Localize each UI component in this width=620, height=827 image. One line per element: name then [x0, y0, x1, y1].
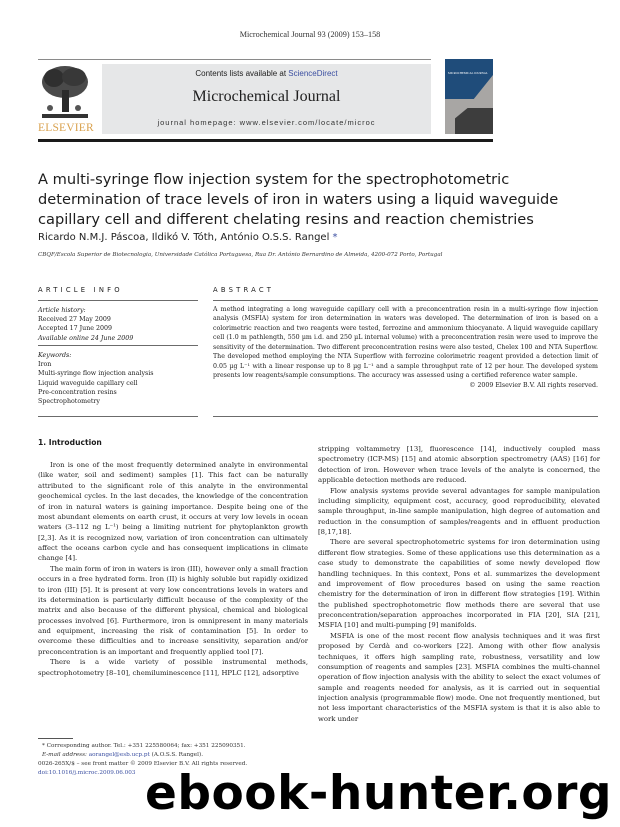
keyword-item: Spectrophotometry: [38, 398, 100, 406]
history-label: Article history:: [38, 307, 86, 314]
affiliation: CBQF/Escola Superior de Biotecnologia, Universidade Católica Portuguesa, Rua Dr. António Bernardino de Almeida, 4200-072 Porto, Portugal: [38, 252, 443, 258]
contents-line: [102, 69, 431, 78]
email-link[interactable]: aorangel@esb.ucp.pt: [88, 751, 150, 758]
keyword-item: Pre-concentration resins: [38, 388, 117, 396]
cover-dark-panel: [455, 108, 493, 134]
elsevier-tree-icon: [40, 64, 90, 118]
sciencedirect-link[interactable]: ScienceDirect: [288, 69, 338, 78]
history-online: Available online 24 June 2009: [38, 334, 134, 342]
history-received: Received 27 May 2009: [38, 316, 111, 324]
email-suffix: (A.O.S.S. Rangel).: [149, 751, 204, 758]
contents-prefix: Contents lists available at: [195, 69, 289, 78]
article-info-rule: [38, 300, 198, 301]
elsevier-wordmark: ELSEVIER: [38, 122, 94, 134]
journal-title: Microchemical Journal: [192, 88, 341, 105]
footnote-rule: [38, 738, 73, 739]
cover-title: MICROCHEMICAL JOURNAL: [448, 71, 488, 75]
keyword-item: Iron: [38, 361, 52, 369]
paragraph: Iron is one of the most frequently determined analyte in environmental (like water, soil and sediment) samples [1]. This fact can be naturally attributed to the significant role of this analyte in the environmental geochemical cycles. In the last decades, the knowledge of the concentration of iron in natural waters is gaining importance. Despite being one of the most abundant elements on earth crust, it occurs at very low levels in ocean waters (3–112 ng L⁻¹) being a limiting nutrient for phytoplankton growth [2,3]. As it is recognized now, variation of iron concentration can ultimately affect the oceans carbon cycle and has consequent implications in climate change [4].: [38, 461, 308, 563]
journal-homepage[interactable]: journal homepage: www.elsevier.com/locate/microc: [157, 118, 376, 127]
keyword-item: Multi-syringe flow injection analysis: [38, 370, 154, 378]
keyword-item: Liquid waveguide capillary cell: [38, 379, 138, 387]
paragraph: There is a wide variety of possible instrumental methods, spectrophotometry [8–10], chemiluminescence [11], HPLC [12], adsorptive: [38, 658, 308, 677]
author-list: Ricardo N.M.J. Páscoa, Ildikó V. Tóth, António O.S.S. Rangel: [38, 232, 330, 243]
corresponding-author-mark[interactable]: *: [332, 232, 338, 243]
authors: [38, 232, 338, 243]
abstract-text: A method integrating a long waveguide capillary cell with a preconcentration resin in a multi-syringe flow injection analysis (MSFIA) system for iron determination in waters was developed. The determination of iron is based on a colorimetric reaction and two reagents were tested, ferrozine and ammonium thiocyanate. A liquid waveguide capillary cell (1.0 m pathlength, 550 µm i.d. and 250 µL internal volume) with a preconcentration resin were used to improve the sensitivity of the determination. Two different preconcentration resins were also tested, Chelex 100 and NTA Superflow. The developed method employing the NTA Superflow with ferrozine colorimetric reagent provided a detection limit of 0.05 µg L⁻¹ with a linear response up to 8 µg L⁻¹ and a sample throughput rate of 12 per hour. The developed system presents low reagents/sample consumptions. The accuracy was assessed using a certified reference water sample.: [213, 306, 598, 380]
article-title: A multi-syringe flow injection system for the spectrophotometric determination of trace levels of iron in waters using a liquid waveguide capillary cell and different chelating resins and reaction chemistries: [38, 171, 559, 228]
journal-masthead: [102, 64, 431, 134]
paragraph: The main form of iron in waters is iron (III), however only a small fraction occurs in a free hydrated form. Iron (II) is highly soluble but rapidly oxidized to iron (III) [5]. It is present at very low concentrations levels in waters and its determination is particularly difficult because of the complexity of the matrix and also because of the different physical, chemical and biological processes involved [6]. Furthermore, iron is omnipresent in many materials and equipment, increasing the risk of contamination [5]. In order to overcome these difficulties and to increase sensitivity, separation and/or preconcentration is an important and frequently applied tool [7].: [38, 564, 308, 656]
paragraph: stripping voltammetry [13], fluorescence [14], inductively coupled mass spectrometry (ICP-MS) [15] and atomic absorption spectrometry (AAS) [16] for detection of iron. However when trace levels of the analyte is concerned, the applicable detection methods are reduced.: [318, 445, 600, 485]
history-rule: [38, 345, 198, 346]
paragraph: Flow analysis systems provide several advantages for sample manipulation including simplicity, equipment cost, accuracy, good reproducibility, elevated sample throughput, in-line sample manipulation, high degree of automation and reduction in the consumption of samples/reagents and in effluent production [8,17,18].: [318, 486, 600, 536]
abstract: [213, 305, 598, 390]
masthead-top-rule: [38, 59, 431, 60]
doi-link[interactable]: doi:10.1016/j.microc.2009.06.003: [38, 769, 136, 776]
watermark: ebook-hunter.org: [145, 766, 613, 821]
footnote: [42, 742, 312, 759]
article-info-label: ARTICLE INFO: [38, 286, 123, 294]
cover-blue-panel: [445, 59, 493, 99]
masthead-bottom-rule: [38, 139, 493, 142]
abstract-copyright: © 2009 Elsevier B.V. All rights reserved.: [469, 381, 598, 389]
corresponding-author-note: * Corresponding author. Tel.: +351 225580064; fax: +351 225090351.: [42, 743, 246, 749]
keywords-rule: [38, 416, 198, 417]
abstract-top-rule: [213, 300, 598, 301]
keywords: [38, 351, 198, 406]
section-heading-introduction: 1. Introduction: [38, 438, 102, 447]
journal-cover-image: [445, 59, 493, 134]
issn-line: 0026-265X/$ – see front matter © 2009 Elsevier B.V. All rights reserved.: [38, 761, 248, 767]
abstract-label: ABSTRACT: [213, 286, 275, 294]
body-column-right: [318, 444, 600, 724]
paragraph: There are several spectrophotometric systems for iron determination using different flow strategies. Some of these applications use this determination as a case study to demonstrate the capabilities of some newly developed flow handling techniques. In this context, Pons et al. summarizes the development and improvement of flow procedures based on using the same reaction chemistry for the determination of iron in different flow strategies [19]. Within the published spectrophotometric flow methods there are several that use preconcentration/separation approaches incorporated in FIA [20], SIA [21], MSFIA [10] and multi-pumping [9] manifolds.: [318, 538, 600, 630]
elsevier-logo: [38, 64, 93, 134]
article-history: [38, 306, 198, 343]
paragraph: MSFIA is one of the most recent flow analysis techniques and it was first proposed by Cerdà and co-workers [22]. Among with other flow analysis techniques, it offers high sampling rate, robustness, versatility and low consumption of reagents and samples [23]. MSFIA combines the multi-channel operation of flow injection analysis with the ability to select the exact volumes of sample and reagents needed for analysis, as it is carried out in sequential injection analysis (programmable flow) mode. One not frequently mentioned, but not less important characteristics of the MSFIA system is that it is also able to work under: [318, 631, 600, 723]
email-label: E-mail address:: [42, 751, 89, 758]
body-column-left: [38, 460, 308, 678]
history-accepted: Accepted 17 June 2009: [38, 325, 113, 333]
email-line: [42, 751, 312, 760]
abstract-bottom-rule: [213, 416, 598, 417]
keywords-label: Keywords:: [38, 352, 72, 359]
running-head: Microchemical Journal 93 (2009) 153–158: [239, 30, 381, 39]
